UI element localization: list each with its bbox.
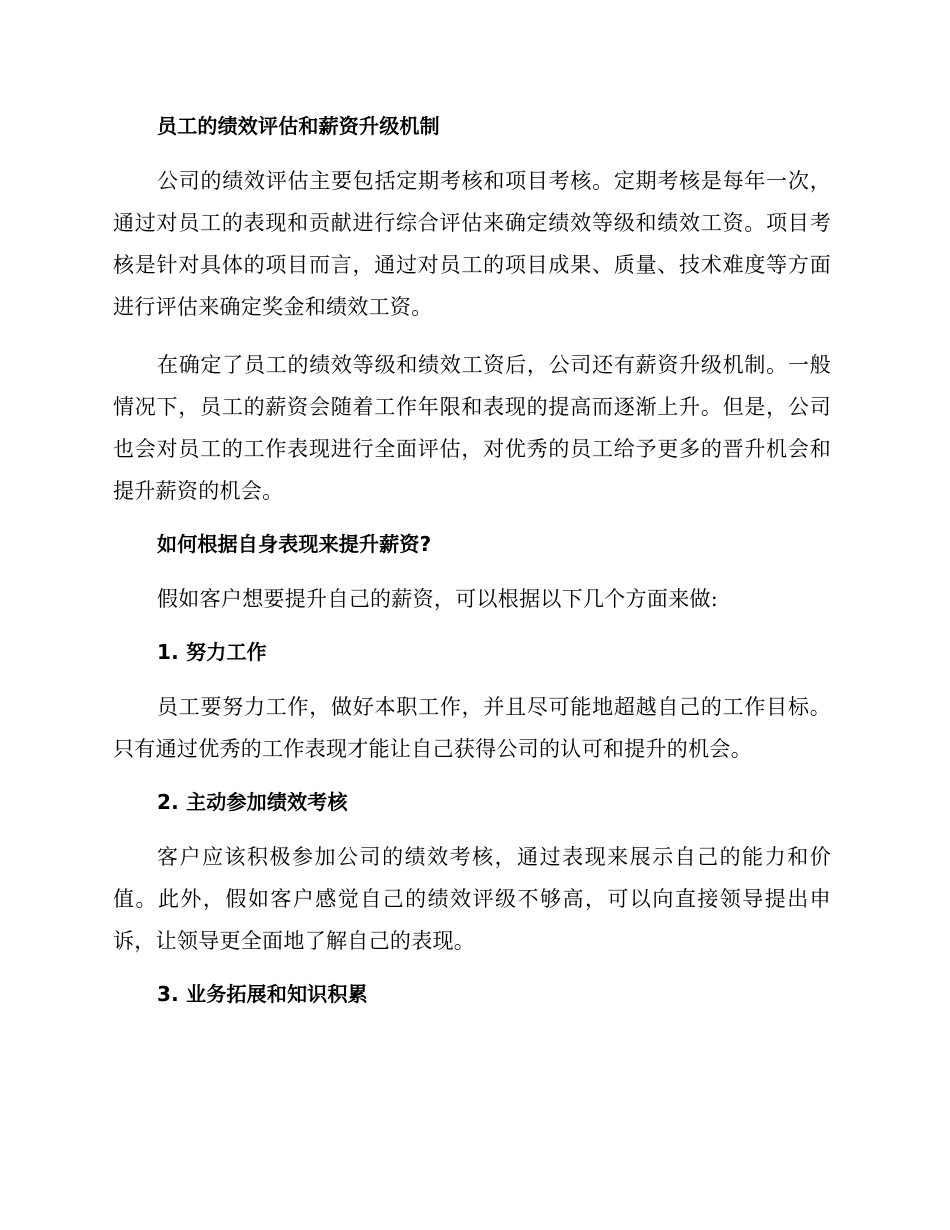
paragraph: 客户应该积极参加公司的绩效考核，通过表现来展示自己的能力和价值。此外，假如客户感觉自己的绩效评级不够高，可以向直接领导提出申诉，让领导更全面地了解自己的表现。 bbox=[113, 845, 831, 953]
paragraph: 在确定了员工的绩效等级和绩效工资后，公司还有薪资升级机制。一般情况下，员工的薪资会随着工作年限和表现的提高而逐渐上升。但是，公司也会对员工的工作表现进行全面评估，对优秀的员工给予更多的晋升机会和提升薪资的机会。 bbox=[113, 353, 831, 503]
paragraph: 员工要努力工作，做好本职工作，并且尽可能地超越自己的工作目标。只有通过优秀的工作表现才能让自己获得公司的认可和提升的机会。 bbox=[113, 695, 831, 761]
document-body bbox=[113, 110, 831, 1028]
section-heading: 2. 主动参加绩效考核 bbox=[157, 790, 348, 814]
paragraph: 假如客户想要提升自己的薪资，可以根据以下几个方面来做: bbox=[157, 587, 719, 611]
section-heading: 3. 业务拓展和知识积累 bbox=[157, 982, 368, 1006]
section-heading: 如何根据自身表现来提升薪资? bbox=[157, 532, 432, 556]
section-heading: 1. 努力工作 bbox=[157, 640, 267, 664]
paragraph: 公司的绩效评估主要包括定期考核和项目考核。定期考核是每年一次，通过对员工的表现和贡献进行综合评估来确定绩效等级和绩效工资。项目考核是针对具体的项目而言，通过对员工的项目成果、质量、技术难度等方面进行评估来确定奖金和绩效工资。 bbox=[113, 169, 831, 319]
section-heading: 员工的绩效评估和薪资升级机制 bbox=[157, 114, 440, 138]
